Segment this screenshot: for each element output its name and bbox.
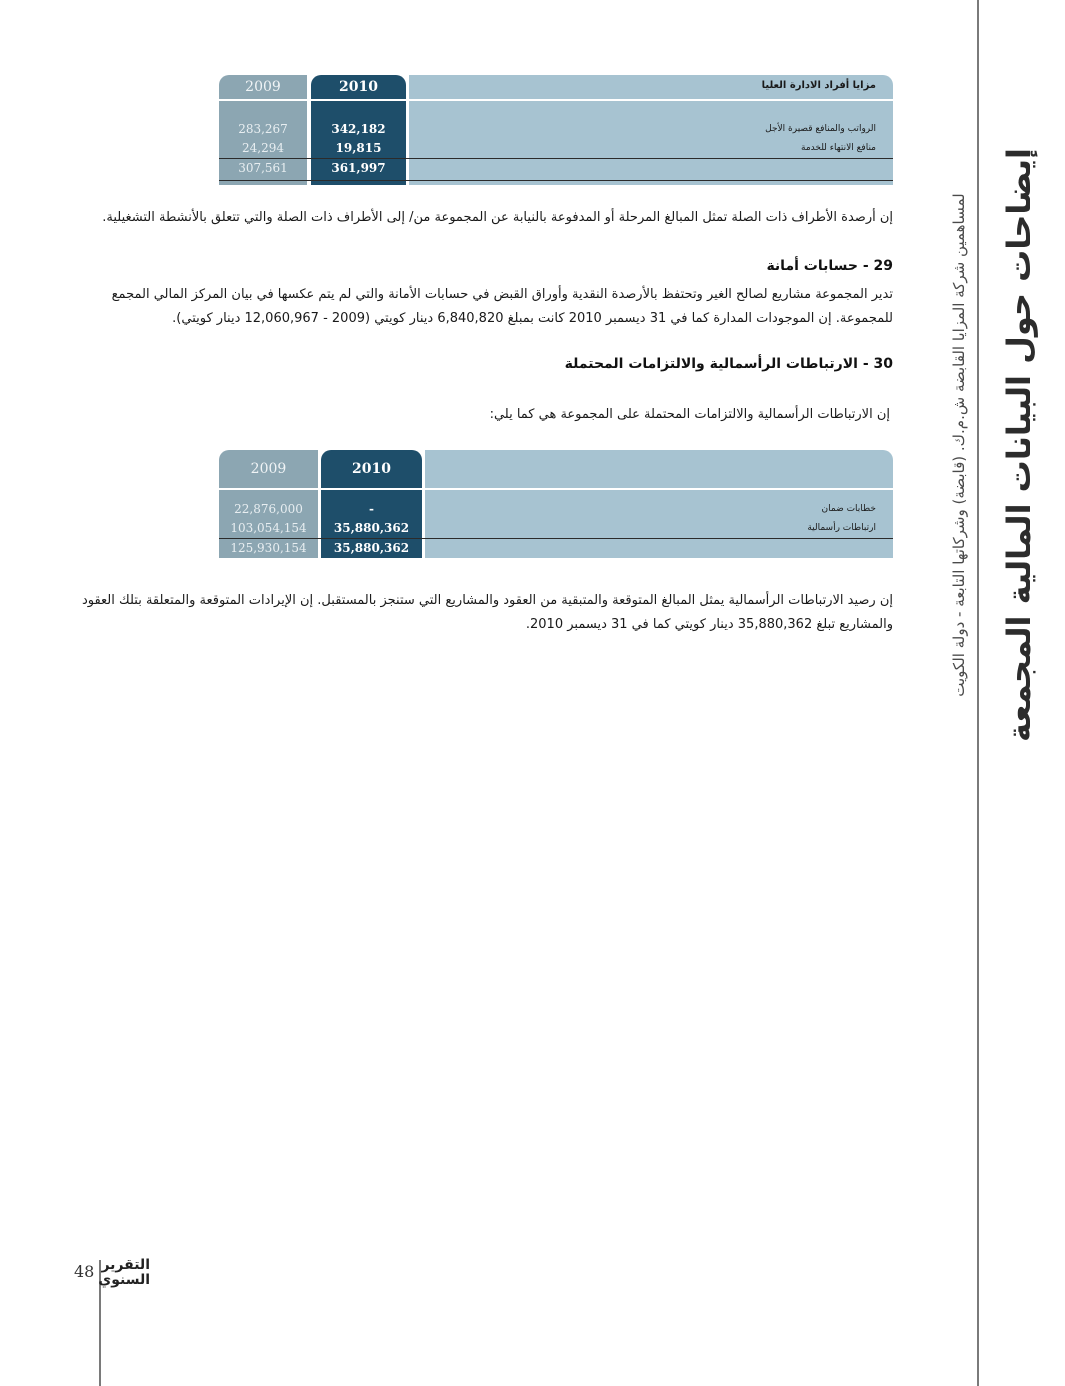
side-title: إيضاحات حول البيانات المالية المجمعة [1000, 148, 1038, 742]
table-cell: 24,294 [242, 141, 284, 155]
col-header-2010: 2010 [321, 450, 422, 488]
section-29-line-2: للمجموعة. إن الموجودات المدارة كما في 31 ديسمبر 2010 كانت بمبلغ 6,840,820 دينار كويتي (2009 - 12,060,967 دينار كويتي). [172, 311, 893, 326]
total-cell: 125,930,154 [230, 541, 307, 555]
total-cell: 307,561 [238, 161, 288, 175]
section-30-intro: إن الارتباطات الرأسمالية والالتزامات المحتملة على المجموعة هي كما يلي: [489, 407, 890, 422]
col-header-2010: 2010 [311, 75, 406, 99]
table-cell: 35,880,362 [333, 521, 410, 535]
annual-report-label [98, 1257, 150, 1288]
row-label: الرواتب والمنافع قصيرة الأجل [765, 124, 876, 134]
col-header-2009: 2009 [219, 450, 318, 488]
row-label: ارتباطات رأسمالية [807, 523, 876, 533]
right-divider [977, 0, 979, 1386]
report-label-line-2: السنوي [98, 1272, 150, 1288]
section-29-heading: 29 - حسابات أمانة [766, 258, 893, 274]
table-cell: 22,876,000 [234, 502, 303, 516]
total-rule [219, 158, 893, 159]
total-cell: 35,880,362 [333, 541, 410, 555]
table-header-label-cell [425, 450, 893, 488]
table-cell: - [369, 502, 374, 516]
table-header-label: مزايا أفراد الادارة العليا [761, 80, 876, 91]
row-label: منافع الانتهاء للخدمة [801, 143, 876, 153]
commitments-paragraph-line-1: إن رصيد الارتباطات الرأسمالية يمثل المبالغ المتوقعة والمتبقية من العقود والمشاريع التي ستنجز بالمستقبل. إن الإيرادات المتوقعة والمتعلقة بتلك العقود [81, 593, 893, 608]
report-label-line-1: التقرير [101, 1257, 150, 1273]
row-label: خطابات ضمان [821, 504, 876, 514]
side-subtitle: لمساهمين شركة المزايا القابضة ش.م.ك. (قابضة) وشركاتها التابعة - دولة الكويت [950, 193, 968, 697]
table-cell: 103,054,154 [230, 521, 307, 535]
total-rule [219, 538, 893, 539]
total-cell: 361,997 [331, 161, 386, 175]
bottom-rule [219, 180, 893, 181]
table-cell: 283,267 [238, 122, 288, 136]
commitments-paragraph-line-2: والمشاريع تبلغ 35,880,362 دينار كويتي كما في 31 ديسمبر 2010. [525, 617, 893, 632]
section-30-heading: 30 - الارتباطات الرأسمالية والالتزامات المحتملة [564, 356, 893, 372]
section-29-line-1: تدير المجموعة مشاريع لصالح الغير وتحتفظ بالأرصدة النقدية وأوراق القبض في حسابات الأمانة والتي لم يتم عكسها في بيان المركز المالي المجمع [111, 287, 893, 302]
page-number: 48 [74, 1262, 95, 1281]
related-parties-paragraph: إن أرصدة الأطراف ذات الصلة تمثل المبالغ المرحلة أو المدفوعة بالنيابة عن المجموعة من/ إلى الأطراف ذات الصلة والتي تتعلق بالأنشطة التشغيلية. [102, 210, 893, 225]
col-header-2009: 2009 [219, 75, 307, 99]
table-cell: 19,815 [335, 141, 382, 155]
table-cell: 342,182 [331, 122, 386, 136]
